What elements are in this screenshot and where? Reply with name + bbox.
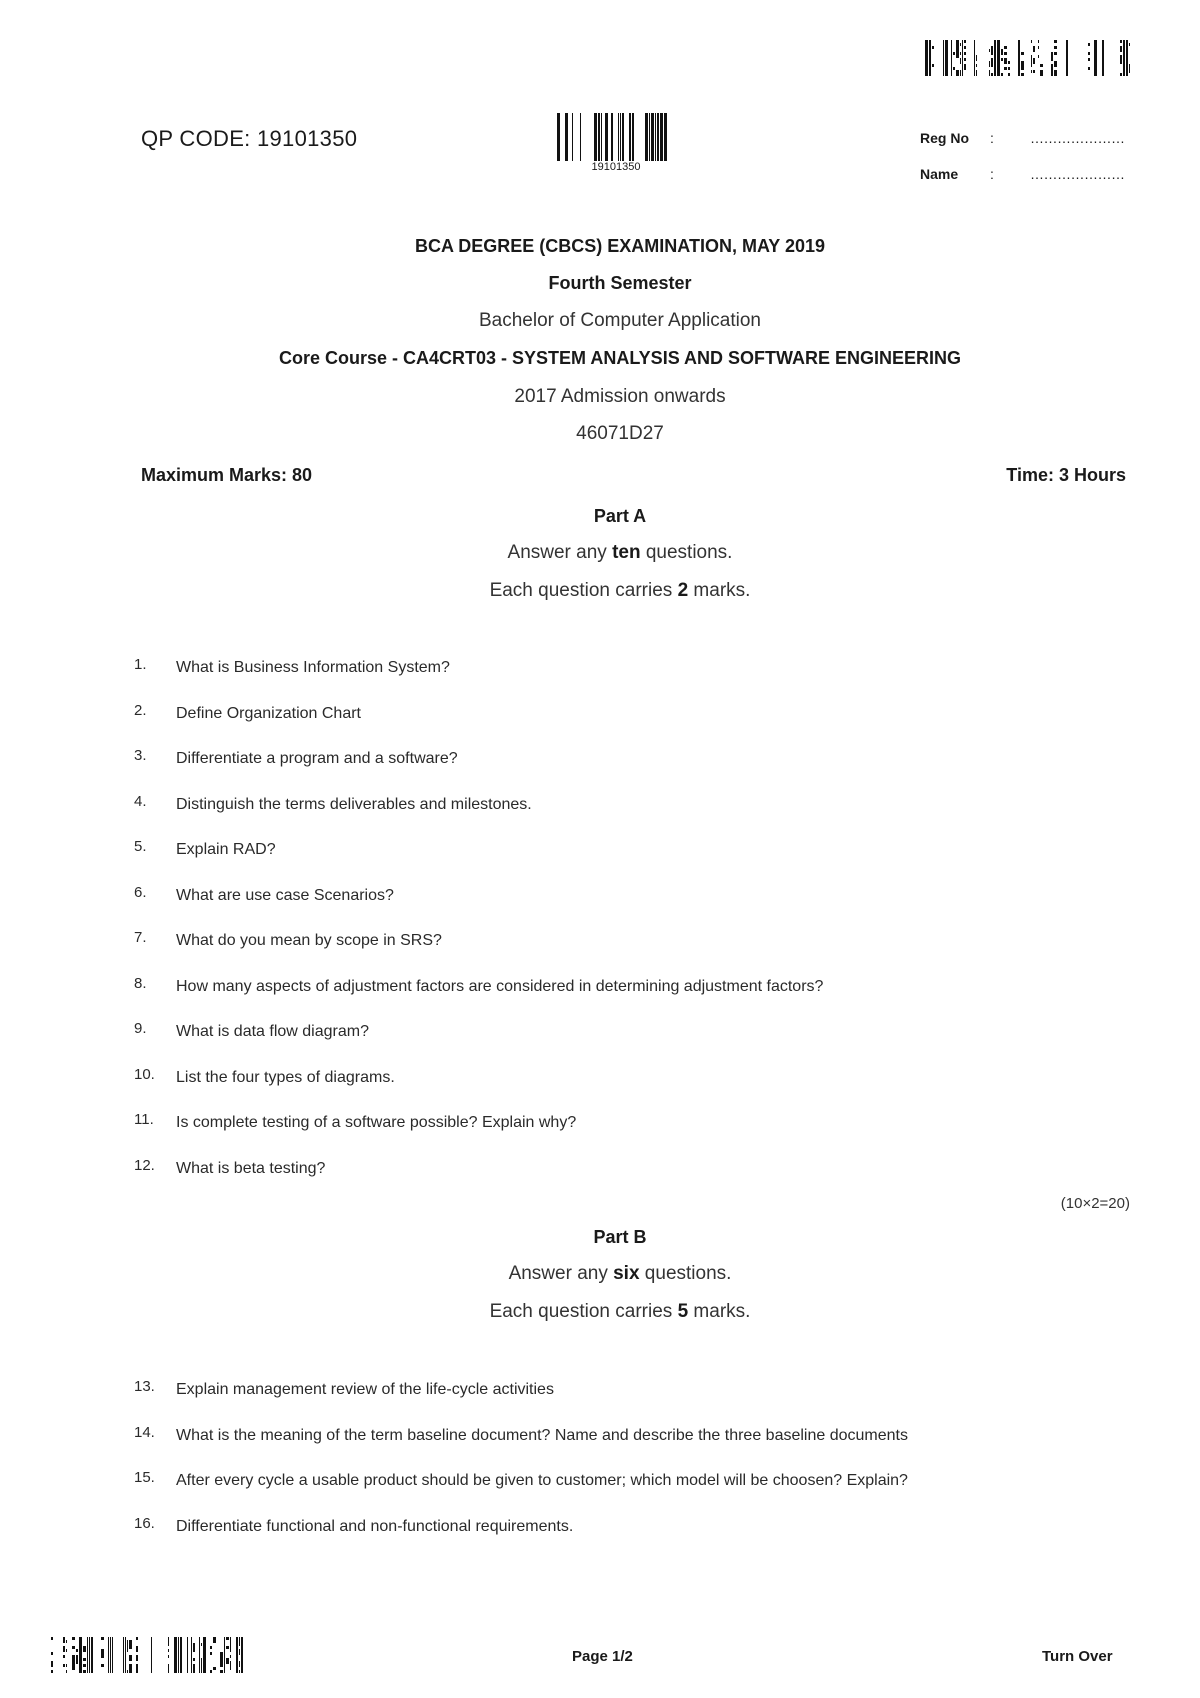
course-title: Core Course - CA4CRT03 - SYSTEM ANALYSIS AND SOFTWARE ENGINEERING (278, 348, 962, 368)
page-number: Page 1/2 (572, 1648, 633, 1665)
question-item (134, 747, 458, 768)
question-number: 5. (134, 838, 147, 855)
question-item (134, 1378, 554, 1399)
question-item (134, 1514, 574, 1536)
reg-no-field (920, 130, 1130, 146)
question-text: What is Business Information System? (176, 659, 450, 676)
name-label: Name (920, 166, 959, 182)
question-text: What are use case Scenarios? (176, 886, 394, 904)
part-a-marks-note: (10×2=20) (1060, 1195, 1130, 1212)
reg-no-label: Reg No (920, 130, 969, 146)
question-item (134, 656, 450, 677)
name-colon: : (990, 166, 994, 182)
name-field (920, 166, 1130, 182)
question-number: 1. (134, 656, 147, 673)
question-number: 11. (134, 1111, 154, 1128)
question-item (134, 1111, 577, 1132)
question-number: 16. (134, 1514, 155, 1532)
question-item (134, 1423, 908, 1445)
question-number: 13. (134, 1378, 155, 1395)
question-item (134, 1469, 908, 1490)
barcode-top-right-icon (925, 40, 1130, 76)
question-number: 7. (134, 929, 147, 946)
part-a-title: Part A (593, 506, 647, 526)
question-number: 9. (134, 1020, 147, 1037)
question-number: 3. (134, 747, 147, 764)
question-number: 8. (134, 974, 147, 992)
barcode-center-icon (557, 113, 675, 161)
question-text: Define Organization Chart (176, 704, 361, 722)
question-text: What do you mean by scope in SRS? (176, 932, 442, 949)
exam-title: BCA DEGREE (CBCS) EXAMINATION, MAY 2019 (414, 236, 826, 256)
question-number: 14. (134, 1423, 155, 1441)
turn-over: Turn Over (1042, 1648, 1113, 1665)
question-text: Differentiate functional and non-functional requirements. (176, 1517, 574, 1535)
part-b-instruction-2: Each question carries 5 marks. (489, 1301, 751, 1322)
reg-no-colon: : (990, 130, 994, 146)
question-text: Differentiate a program and a software? (176, 750, 458, 767)
question-text: After every cycle a usable product should be given to customer; which model will be choosen? Explain? (176, 1472, 908, 1489)
question-item (134, 701, 361, 723)
question-item (134, 974, 824, 996)
question-text: What is beta testing? (176, 1159, 326, 1177)
admission: 2017 Admission onwards (514, 386, 726, 407)
programme: Bachelor of Computer Application (479, 310, 761, 331)
part-a-instruction-1: Answer any ten questions. (507, 542, 733, 563)
time-allowed: Time: 3 Hours (1006, 465, 1126, 485)
question-item (134, 1020, 369, 1041)
part-b-title: Part B (593, 1227, 647, 1247)
qp-code: QP CODE: 19101350 (141, 126, 358, 151)
barcode-number: 19101350 (591, 161, 641, 173)
paper-code: 46071D27 (576, 423, 664, 444)
question-number: 6. (134, 883, 147, 901)
question-item (134, 1065, 395, 1087)
reg-no-blank: ………………… (1030, 130, 1125, 146)
barcode-bottom-left-icon (41, 1637, 246, 1673)
part-b-instruction-1: Answer any six questions. (508, 1263, 732, 1284)
name-blank: ………………… (1030, 166, 1125, 182)
question-item (134, 929, 442, 950)
question-item (134, 1156, 326, 1178)
question-text: What is the meaning of the term baseline document? Name and describe the three baseline documents (176, 1426, 908, 1444)
max-marks: Maximum Marks: 80 (141, 465, 313, 485)
question-text: How many aspects of adjustment factors are considered in determining adjustment factors? (176, 977, 824, 995)
question-number: 4. (134, 792, 147, 810)
question-text: Is complete testing of a software possible? Explain why? (176, 1114, 577, 1131)
question-text: Explain management review of the life-cycle activities (176, 1381, 554, 1398)
semester: Fourth Semester (548, 273, 692, 293)
question-item (134, 792, 532, 814)
question-number: 12. (134, 1156, 155, 1174)
question-number: 15. (134, 1469, 155, 1486)
question-item (134, 838, 276, 859)
question-text: What is data flow diagram? (176, 1023, 369, 1040)
question-text: Distinguish the terms deliverables and milestones. (176, 795, 532, 813)
question-number: 2. (134, 701, 147, 719)
part-a-instruction-2: Each question carries 2 marks. (489, 580, 751, 601)
question-text: Explain RAD? (176, 841, 276, 858)
question-item (134, 883, 394, 905)
question-number: 10. (134, 1065, 155, 1083)
question-text: List the four types of diagrams. (176, 1068, 395, 1086)
